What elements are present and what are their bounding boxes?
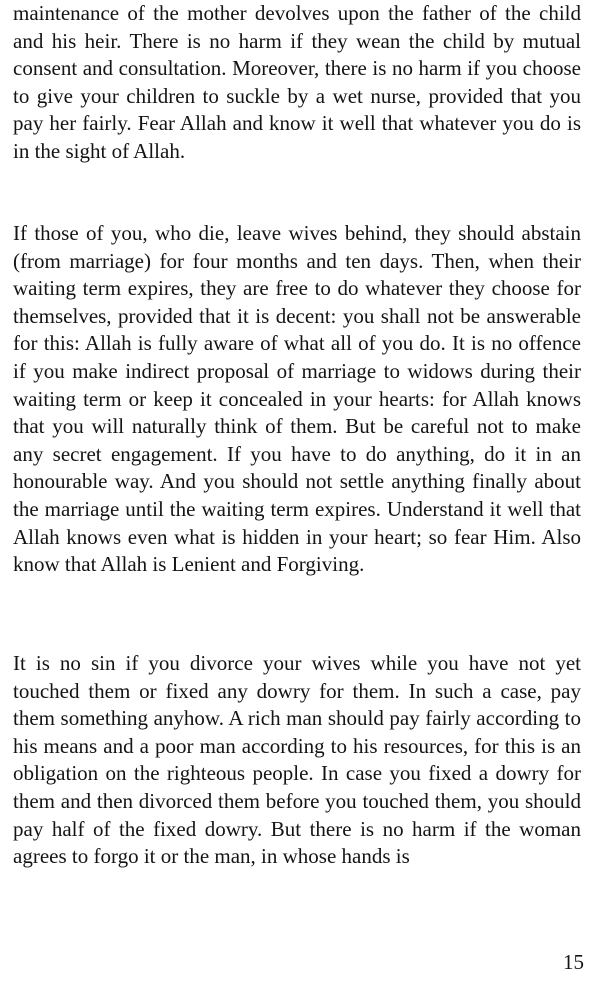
paragraph-widows-waiting-term: If those of you, who die, leave wives behind, they should abstain (from marriage) for four months and ten days. Then, when their waiting term expires, they are free to do whatever they choose for themselves, provided that it is decent: you shall not be answerable for this: Allah is fully aware of what all of you do. It is no offence if you make indirect proposal of marriage to widows during their waiting term or keep it concealed in your hearts: for Allah knows that you will naturally think of them. But be careful not to make any secret engagement. If you have to do anything, do it in an honourable way. And you should not settle anything finally about the marriage until the waiting term expires. Understand it well that Allah knows even what is hidden in your heart; so fear Him. Also know that Allah is Lenient and Forgiving.: [13, 221, 581, 577]
paragraph-divorce-and-dowry: It is no sin if you divorce your wives while you have not yet touched them or fixed any dowry for them. In such a case, pay them something anyhow. A rich man should pay fairly according to his means and a poor man according to his resources, for this is an obligation on the righteous people. In case you fixed a dowry for them and then divorced them before you touched them, you should pay half of the fixed dowry. But there is no harm if the woman agrees to forgo it or the man, in whose hands is: [13, 651, 581, 869]
paragraph-maintenance-and-weaning: maintenance of the mother devolves upon the father of the child and his heir. There is no harm if they wean the child by mutual consent and consultation. Moreover, there is no harm if you choose to give your children to suckle by a wet nurse, provided that you pay her fairly. Fear Allah and know it well that whatever you do is in the sight of Allah.: [13, 1, 581, 163]
page-number: 15: [563, 950, 584, 974]
